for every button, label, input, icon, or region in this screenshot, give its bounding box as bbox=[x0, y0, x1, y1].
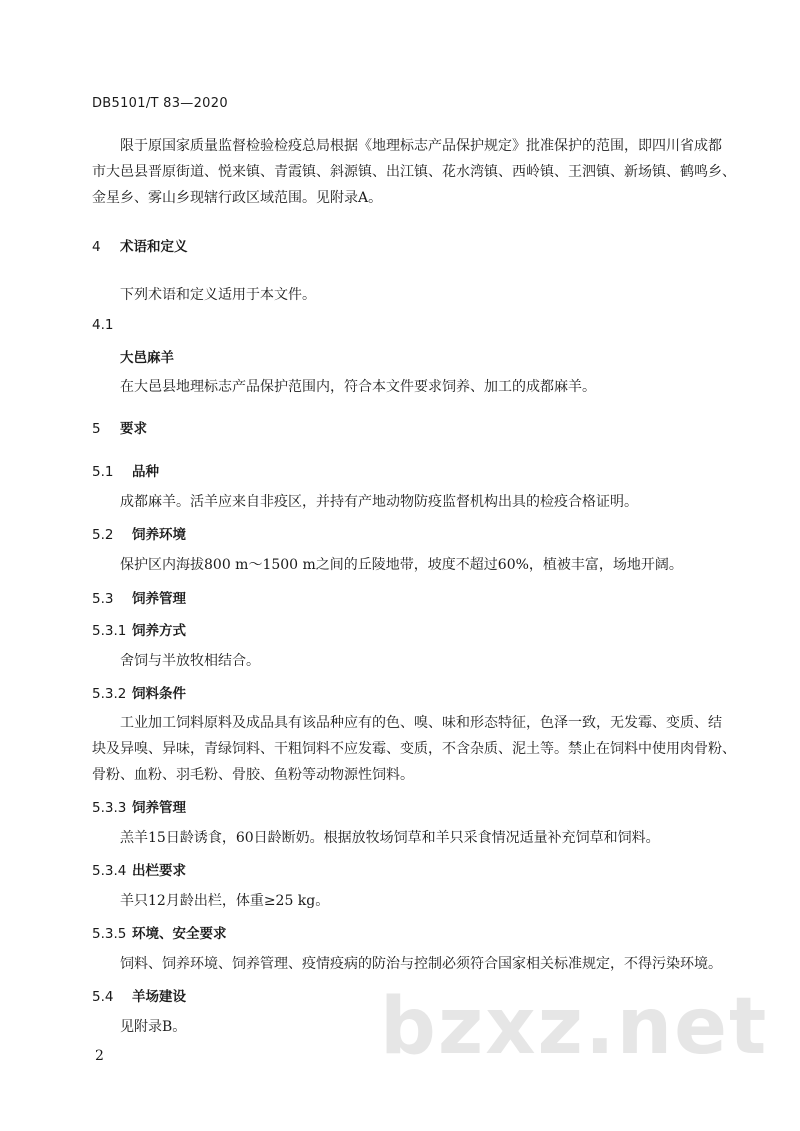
term-definition: 在大邑县地理标志产品保护范围内，符合本文件要求饲养、加工的成都麻羊。 bbox=[120, 379, 596, 395]
section-4-intro: 下列术语和定义适用于本文件。 bbox=[120, 287, 316, 303]
section-4-title: 术语和定义 bbox=[120, 239, 188, 255]
clause-5-3-4-heading bbox=[92, 859, 186, 879]
clause-5-3-3-heading bbox=[92, 796, 186, 816]
term-number: 4.1 bbox=[92, 317, 114, 333]
clause-5-3-2-line-3: 骨粉、血粉、羽毛粉、骨胶、鱼粉等动物源性饲料。 bbox=[92, 767, 414, 783]
clause-5-4-number: 5.4 bbox=[92, 989, 114, 1005]
clause-5-3-5-heading bbox=[92, 922, 227, 942]
clause-5-3-2-number: 5.3.2 bbox=[92, 686, 127, 702]
clause-5-2-heading bbox=[92, 523, 186, 543]
clause-5-1-heading bbox=[92, 460, 159, 480]
clause-5-3-number: 5.3 bbox=[92, 591, 114, 607]
section-4-heading bbox=[92, 235, 188, 255]
section-5-number: 5 bbox=[92, 421, 101, 437]
clause-5-3-1-heading bbox=[92, 619, 186, 639]
clause-5-3-heading bbox=[92, 587, 186, 607]
clause-5-3-4-text: 羊只12月龄出栏，体重≥25 kg。 bbox=[120, 893, 330, 909]
clause-5-3-3-text: 羔羊15日龄诱食，60日龄断奶。根据放牧场饲草和羊只采食情况适量补充饲草和饲料。 bbox=[120, 830, 660, 846]
clause-5-3-3-number: 5.3.3 bbox=[92, 800, 127, 816]
clause-5-3-2-title: 饲料条件 bbox=[132, 686, 186, 702]
clause-5-3-4-number: 5.3.4 bbox=[92, 863, 127, 879]
clause-5-3-2-line-1: 工业加工饲料原料及成品具有该品种应有的色、嗅、味和形态特征，色泽一致，无发霉、变质、结 bbox=[120, 715, 722, 731]
clause-5-1-number: 5.1 bbox=[92, 464, 114, 480]
page-number: 2 bbox=[95, 1048, 104, 1064]
clause-5-1-title: 品种 bbox=[132, 464, 159, 480]
section-4-number: 4 bbox=[92, 239, 101, 255]
clause-5-2-text: 保护区内海拔800 m～1500 m之间的丘陵地带，坡度不超过60%，植被丰富，场地开阔。 bbox=[120, 557, 683, 573]
clause-5-3-1-number: 5.3.1 bbox=[92, 623, 127, 639]
clause-5-3-1-text: 舍饲与半放牧相结合。 bbox=[120, 653, 260, 669]
clause-5-3-1-title: 饲养方式 bbox=[132, 623, 186, 639]
watermark: bzxz.net bbox=[380, 982, 769, 1072]
clause-5-4-text: 见附录B。 bbox=[120, 1019, 187, 1035]
section-5-heading bbox=[92, 417, 147, 437]
scope-line-1: 限于原国家质量监督检验检疫总局根据《地理标志产品保护规定》批准保护的范围，即四川省成都 bbox=[120, 138, 722, 154]
clause-5-4-heading bbox=[92, 985, 186, 1005]
clause-5-2-title: 饲养环境 bbox=[132, 527, 186, 543]
section-5-title: 要求 bbox=[120, 421, 147, 437]
clause-5-3-4-title: 出栏要求 bbox=[132, 863, 186, 879]
document-id-header: DB5101/T 83—2020 bbox=[92, 96, 228, 111]
clause-5-4-title: 羊场建设 bbox=[132, 989, 186, 1005]
term-4-1-number bbox=[92, 317, 120, 333]
clause-5-3-5-text: 饲料、饲养环境、饲养管理、疫情疫病的防治与控制必须符合国家相关标准规定，不得污染环境。 bbox=[120, 956, 722, 972]
clause-5-3-5-title: 环境、安全要求 bbox=[132, 926, 227, 942]
clause-5-2-number: 5.2 bbox=[92, 527, 114, 543]
clause-5-1-text: 成都麻羊。活羊应来自非疫区，并持有产地动物防疫监督机构出具的检疫合格证明。 bbox=[120, 494, 638, 510]
term-name: 大邑麻羊 bbox=[120, 350, 174, 366]
scope-line-3: 金星乡、雾山乡现辖行政区域范围。见附录A。 bbox=[92, 190, 383, 206]
scope-line-2: 市大邑县晋原街道、悦来镇、青霞镇、斜源镇、出江镇、花水湾镇、西岭镇、王泗镇、新场镇、鹤鸣乡、 bbox=[92, 164, 736, 180]
clause-5-3-2-heading bbox=[92, 682, 186, 702]
clause-5-3-2-line-2: 块及异嗅、异味，青绿饲料、干粗饲料不应发霉、变质，不含杂质、泥土等。禁止在饲料中使用肉骨粉、 bbox=[92, 741, 736, 757]
clause-5-3-5-number: 5.3.5 bbox=[92, 926, 127, 942]
clause-5-3-title: 饲养管理 bbox=[132, 591, 186, 607]
clause-5-3-3-title: 饲养管理 bbox=[132, 800, 186, 816]
